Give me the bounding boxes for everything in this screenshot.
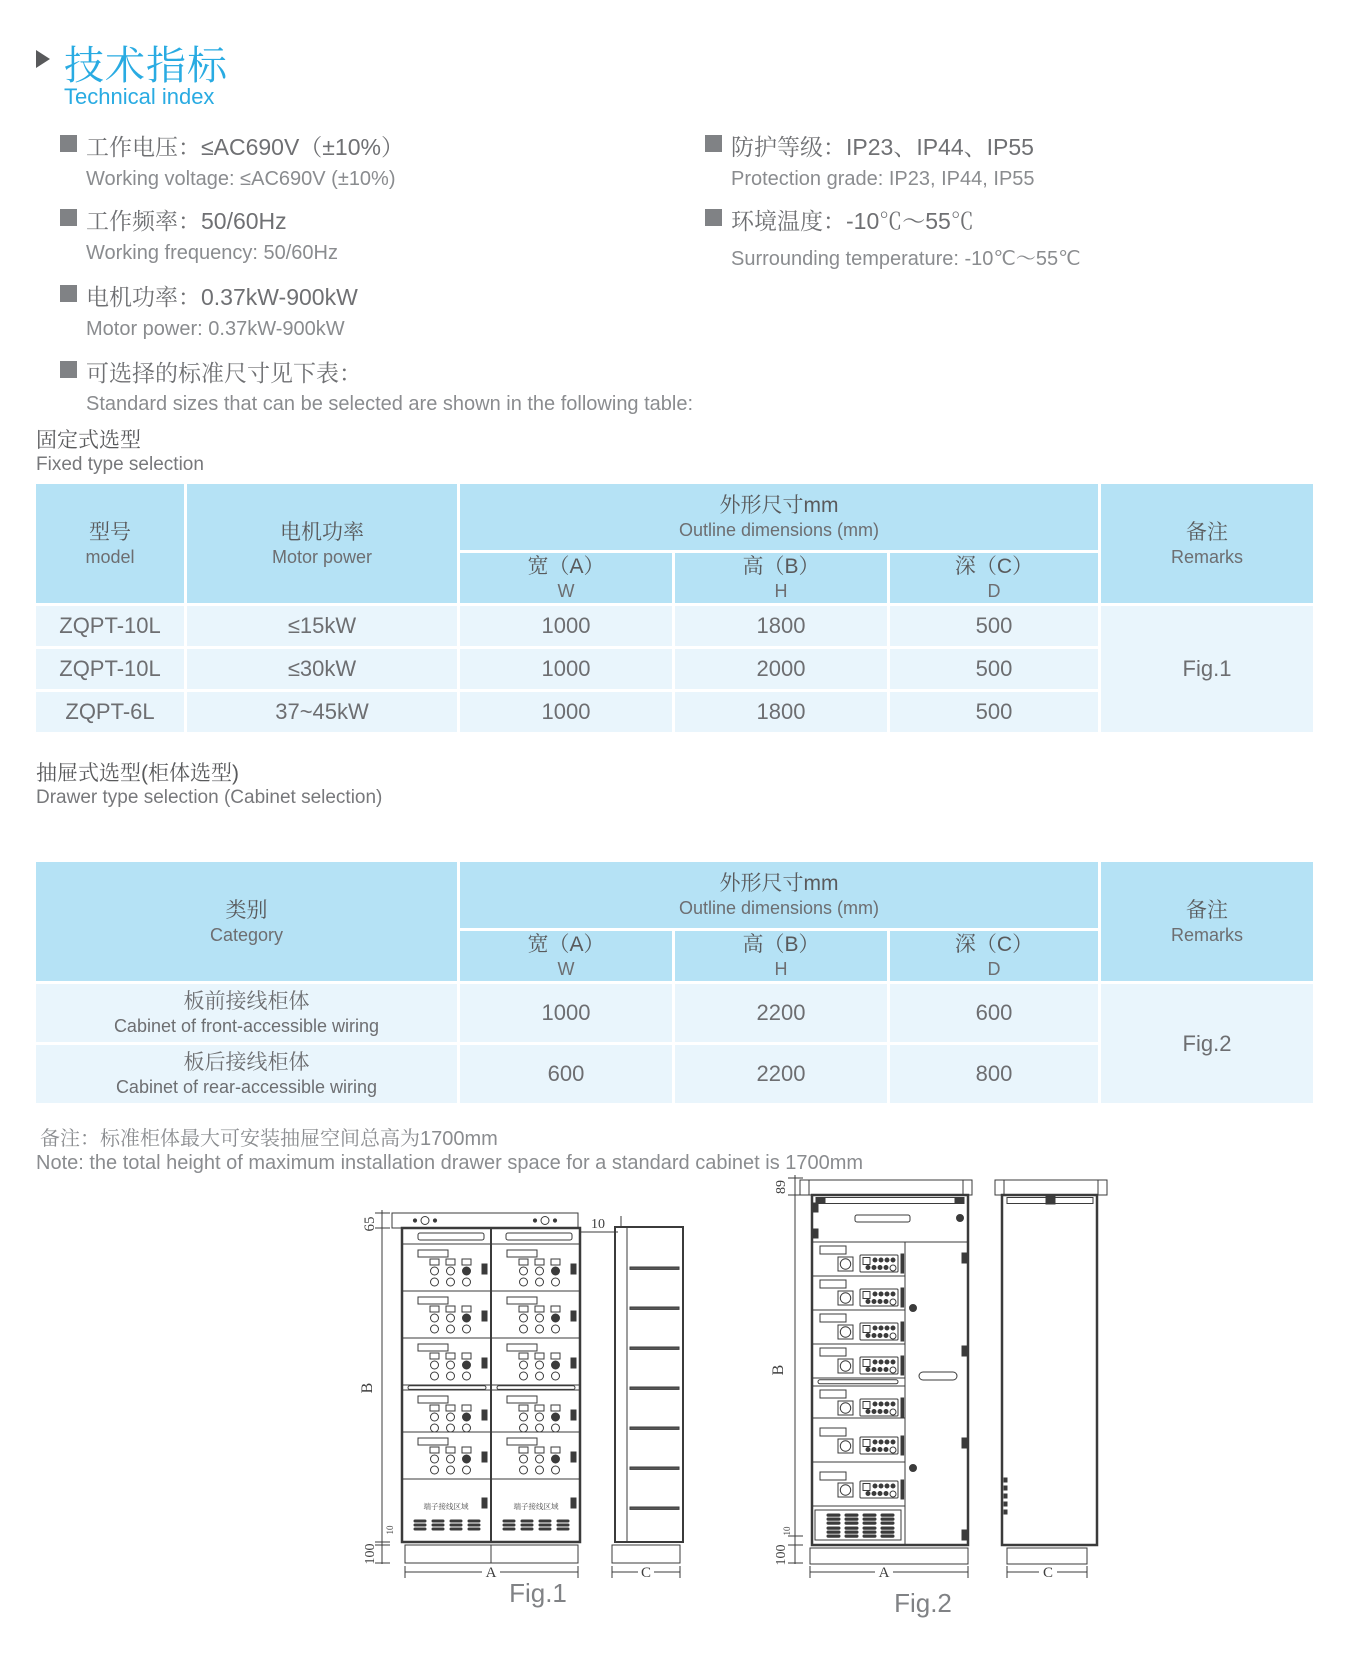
fig1-dim-gap-label: 10 bbox=[591, 1217, 605, 1232]
header-h-en: H bbox=[774, 581, 788, 601]
col-header-width bbox=[460, 553, 672, 603]
cell-remarks-fig1: Fig.1 bbox=[1101, 606, 1313, 732]
fig1-terminal-label-left: 端子接线区域 bbox=[423, 1502, 469, 1511]
col-header-height bbox=[675, 931, 887, 981]
cell-height: 1800 bbox=[675, 606, 887, 646]
col-header-depth bbox=[890, 553, 1098, 603]
cell-depth: 500 bbox=[890, 649, 1098, 689]
bullet-square-icon bbox=[705, 209, 722, 226]
col-header-model bbox=[36, 484, 184, 603]
header-d-en: D bbox=[987, 959, 1001, 979]
cell-depth: 500 bbox=[890, 606, 1098, 646]
spec-voltage-en: Working voltage: ≤AC690V (±10%) bbox=[86, 168, 396, 190]
table-note-en: Note: the total height of maximum installation drawer space for a standard cabinet is 1700mm bbox=[36, 1152, 864, 1174]
page-title: 技术指标 bbox=[64, 44, 228, 88]
fixed-section-title-zh: 固定式选型 bbox=[36, 429, 141, 452]
cell-height: 1800 bbox=[675, 692, 887, 732]
fig2-dim-width-label: A bbox=[878, 1565, 890, 1581]
page-subtitle: Technical index bbox=[64, 84, 215, 109]
cell-model: ZQPT-6L bbox=[36, 692, 184, 732]
fig1-terminal-label-right: 端子接线区域 bbox=[513, 1502, 559, 1511]
fig1-dim-depth-label: C bbox=[640, 1565, 652, 1581]
header-h-en: H bbox=[774, 959, 788, 979]
cell-depth: 500 bbox=[890, 692, 1098, 732]
header-w-en: W bbox=[557, 581, 575, 601]
fig2-caption: Fig.2 bbox=[894, 1588, 952, 1618]
header-dims-zh: 外形尺寸mm bbox=[719, 494, 839, 517]
cell-category-en: Cabinet of rear-accessible wiring bbox=[115, 1076, 378, 1097]
header-power-zh: 电机功率 bbox=[280, 520, 364, 544]
header-d-zh: 深（C） bbox=[954, 933, 1034, 956]
fig2-dim-height-label: B bbox=[770, 1364, 787, 1376]
bullet-square-icon bbox=[60, 209, 77, 226]
cell-power: ≤30kW bbox=[187, 649, 457, 689]
bullet-square-icon bbox=[60, 361, 77, 378]
cell-category-front bbox=[36, 984, 457, 1042]
fig2-dim-depth-label: C bbox=[1042, 1565, 1054, 1581]
header-w-en: W bbox=[557, 959, 575, 979]
fig1-dim-base-label: 100 bbox=[363, 1543, 378, 1565]
header-w-zh: 宽（A） bbox=[527, 555, 605, 578]
cell-height: 2000 bbox=[675, 649, 887, 689]
header-power-en: Motor power bbox=[271, 546, 373, 567]
header-d-en: D bbox=[987, 581, 1001, 601]
drawer-type-table bbox=[33, 859, 1316, 1106]
col-header-remarks bbox=[1101, 862, 1313, 981]
header-d-zh: 深（C） bbox=[954, 555, 1034, 578]
spec-protection-zh: 防护等级：IP23、IP44、IP55 bbox=[731, 134, 1034, 160]
cell-width: 1000 bbox=[460, 692, 672, 732]
fixed-type-table bbox=[33, 481, 1316, 735]
fig1-dim-height-label: B bbox=[359, 1382, 376, 1394]
table-intro-en: Standard sizes that can be selected are shown in the following table: bbox=[86, 393, 694, 415]
cell-power: ≤15kW bbox=[187, 606, 457, 646]
fig2-dim-base-label: 100 bbox=[774, 1544, 789, 1566]
fig1-drawing bbox=[330, 1140, 700, 1620]
cell-category-zh: 板前接线柜体 bbox=[183, 989, 310, 1013]
fig2-dim-base-small-label: 10 bbox=[782, 1526, 792, 1536]
cell-category-en: Cabinet of front-accessible wiring bbox=[113, 1015, 380, 1036]
cell-model: ZQPT-10L bbox=[36, 606, 184, 646]
header-h-zh: 高（B） bbox=[742, 555, 820, 578]
cell-width: 1000 bbox=[460, 606, 672, 646]
section-arrow-icon bbox=[36, 50, 50, 68]
header-h-zh: 高（B） bbox=[742, 933, 820, 956]
col-header-remarks bbox=[1101, 484, 1313, 603]
cell-depth: 600 bbox=[890, 984, 1098, 1042]
header-model-zh: 型号 bbox=[89, 520, 131, 544]
cell-width: 600 bbox=[460, 1045, 672, 1103]
fig1-dim-width-label: A bbox=[485, 1565, 497, 1581]
cell-category-rear bbox=[36, 1045, 457, 1103]
col-header-height bbox=[675, 553, 887, 603]
col-header-width bbox=[460, 931, 672, 981]
table-intro-zh: 可选择的标准尺寸见下表： bbox=[86, 360, 362, 386]
fig2-dim-cap-label: 89 bbox=[774, 1180, 789, 1194]
header-dims-en: Outline dimensions (mm) bbox=[678, 898, 880, 918]
table-note-zh: 备注：标准柜体最大可安装抽屉空间总高为1700mm bbox=[40, 1128, 498, 1150]
fig1-dim-base-small-label: 10 bbox=[385, 1525, 395, 1535]
header-model-en: model bbox=[85, 546, 135, 567]
col-header-category bbox=[36, 862, 457, 981]
col-header-outline-dimensions bbox=[460, 484, 1098, 550]
spec-protection-en: Protection grade: IP23, IP44, IP55 bbox=[731, 168, 1035, 190]
cell-width: 1000 bbox=[460, 649, 672, 689]
header-remarks-zh: 备注 bbox=[1186, 898, 1228, 922]
spec-power-en: Motor power: 0.37kW-900kW bbox=[86, 318, 345, 340]
table-row bbox=[36, 606, 1313, 646]
fig1-dim-cap-label: 65 bbox=[362, 1216, 378, 1232]
header-remarks-en: Remarks bbox=[1170, 546, 1243, 567]
cell-remarks-fig2: Fig.2 bbox=[1101, 984, 1313, 1103]
bullet-square-icon bbox=[60, 135, 77, 152]
bullet-square-icon bbox=[705, 135, 722, 152]
fig2-drawing bbox=[715, 1090, 1155, 1620]
fixed-section-title-en: Fixed type selection bbox=[36, 454, 204, 475]
cell-width: 1000 bbox=[460, 984, 672, 1042]
header-remarks-en: Remarks bbox=[1170, 924, 1243, 945]
cell-power: 37~45kW bbox=[187, 692, 457, 732]
cell-category-zh: 板后接线柜体 bbox=[183, 1050, 310, 1074]
spec-voltage-zh: 工作电压：≤AC690V（±10%） bbox=[86, 134, 404, 160]
header-category-zh: 类别 bbox=[225, 898, 268, 922]
col-header-outline-dimensions bbox=[460, 862, 1098, 928]
fig1-caption: Fig.1 bbox=[509, 1578, 567, 1608]
header-w-zh: 宽（A） bbox=[527, 933, 605, 956]
header-dims-zh: 外形尺寸mm bbox=[719, 872, 839, 895]
header-dims-en: Outline dimensions (mm) bbox=[678, 520, 880, 540]
spec-temperature-en: Surrounding temperature: -10℃～55℃ bbox=[731, 248, 1081, 270]
table-row bbox=[36, 984, 1313, 1042]
spec-frequency-en: Working frequency: 50/60Hz bbox=[86, 242, 338, 264]
cell-model: ZQPT-10L bbox=[36, 649, 184, 689]
header-category-en: Category bbox=[209, 924, 284, 945]
drawer-section-title-en: Drawer type selection (Cabinet selection) bbox=[36, 787, 383, 808]
cell-height: 2200 bbox=[675, 984, 887, 1042]
drawer-section-title-zh: 抽屉式选型(柜体选型) bbox=[36, 762, 239, 785]
header-remarks-zh: 备注 bbox=[1186, 520, 1228, 544]
bullet-square-icon bbox=[60, 285, 77, 302]
spec-temperature-zh: 环境温度：-10℃～55℃ bbox=[731, 208, 974, 234]
cell-height: 2200 bbox=[675, 1045, 887, 1103]
spec-power-zh: 电机功率：0.37kW-900kW bbox=[86, 284, 358, 310]
cell-depth: 800 bbox=[890, 1045, 1098, 1103]
col-header-depth bbox=[890, 931, 1098, 981]
spec-frequency-zh: 工作频率：50/60Hz bbox=[86, 208, 287, 234]
col-header-motor-power bbox=[187, 484, 457, 603]
